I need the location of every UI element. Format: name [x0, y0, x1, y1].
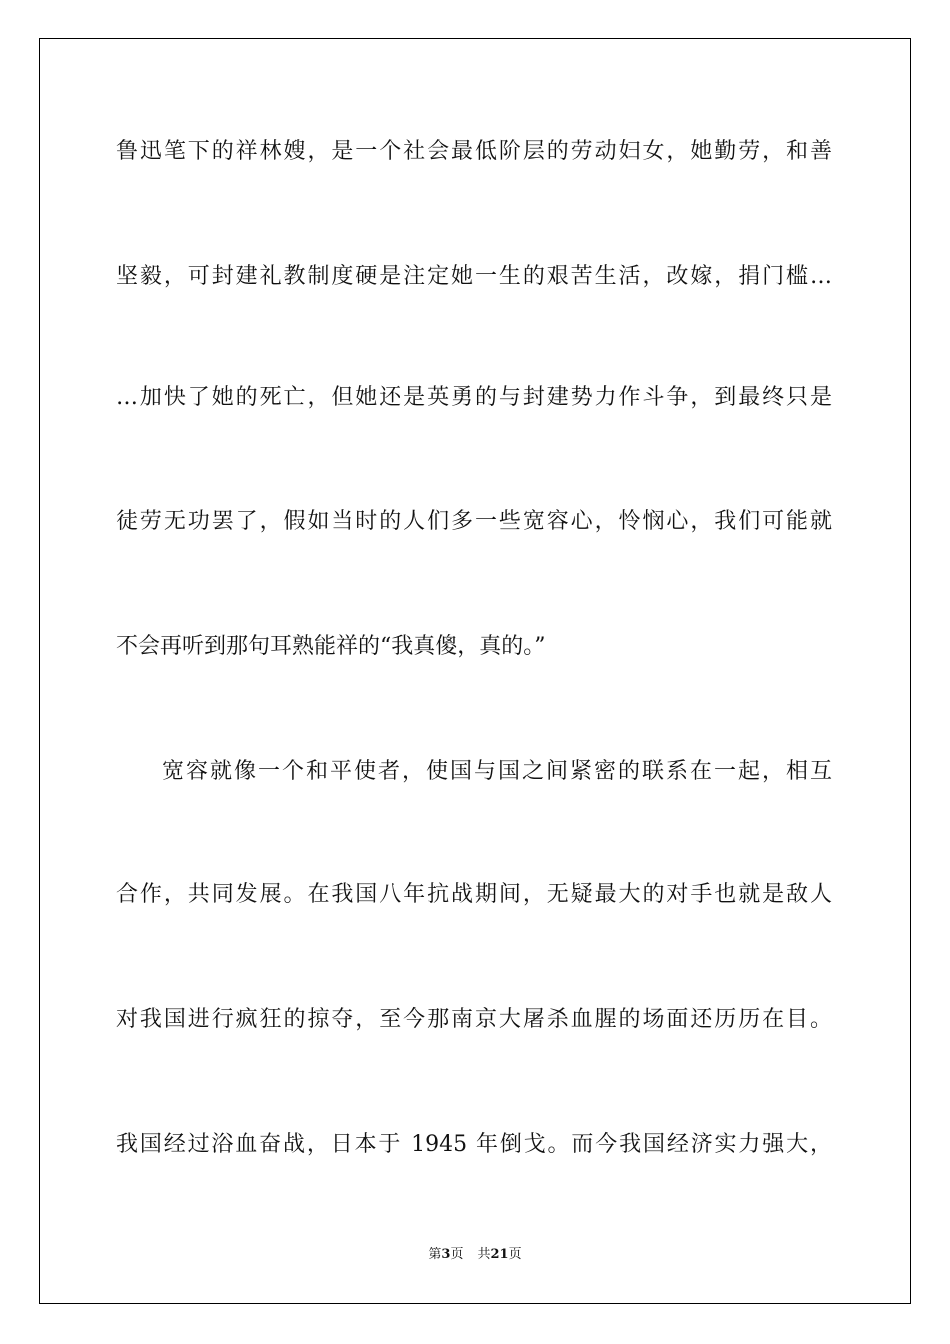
text-line: 坚毅，可封建礼教制度硬是注定她一生的艰苦生活，改嫁，捐门槛… — [116, 264, 832, 289]
footer-total-prefix: 共 — [477, 1247, 491, 1262]
text-line: 徒劳无功罢了，假如当时的人们多一些宽容心，怜悯心，我们可能就 — [116, 509, 832, 534]
text-line: 不会再听到那句耳熟能祥的“我真傻，真的。” — [116, 634, 546, 659]
footer-prefix: 第 — [428, 1247, 442, 1262]
total-pages: 21 — [490, 1247, 509, 1262]
page-number: 3 — [441, 1247, 451, 1262]
text-line: 对我国进行疯狂的掠夺，至今那南京大屠杀血腥的场面还历历在目。 — [116, 1007, 832, 1032]
footer-page-suffix: 页 — [450, 1247, 464, 1262]
text-line: …加快了她的死亡，但她还是英勇的与封建势力作斗争，到最终只是 — [116, 385, 832, 410]
text-line: 鲁迅笔下的祥林嫂，是一个社会最低阶层的劳动妇女，她勤劳，和善 — [116, 139, 832, 164]
text-line: 我国经过浴血奋战，日本于 1945 年倒戈。而今我国经济实力强大， — [116, 1132, 832, 1157]
page-border — [39, 38, 911, 1304]
text-line: 宽容就像一个和平使者，使国与国之间紧密的联系在一起，相互 — [162, 759, 832, 784]
footer-total-suffix: 页 — [508, 1247, 522, 1262]
page-footer — [0, 1246, 950, 1264]
text-line: 合作，共同发展。在我国八年抗战期间，无疑最大的对手也就是敌人 — [116, 882, 832, 907]
